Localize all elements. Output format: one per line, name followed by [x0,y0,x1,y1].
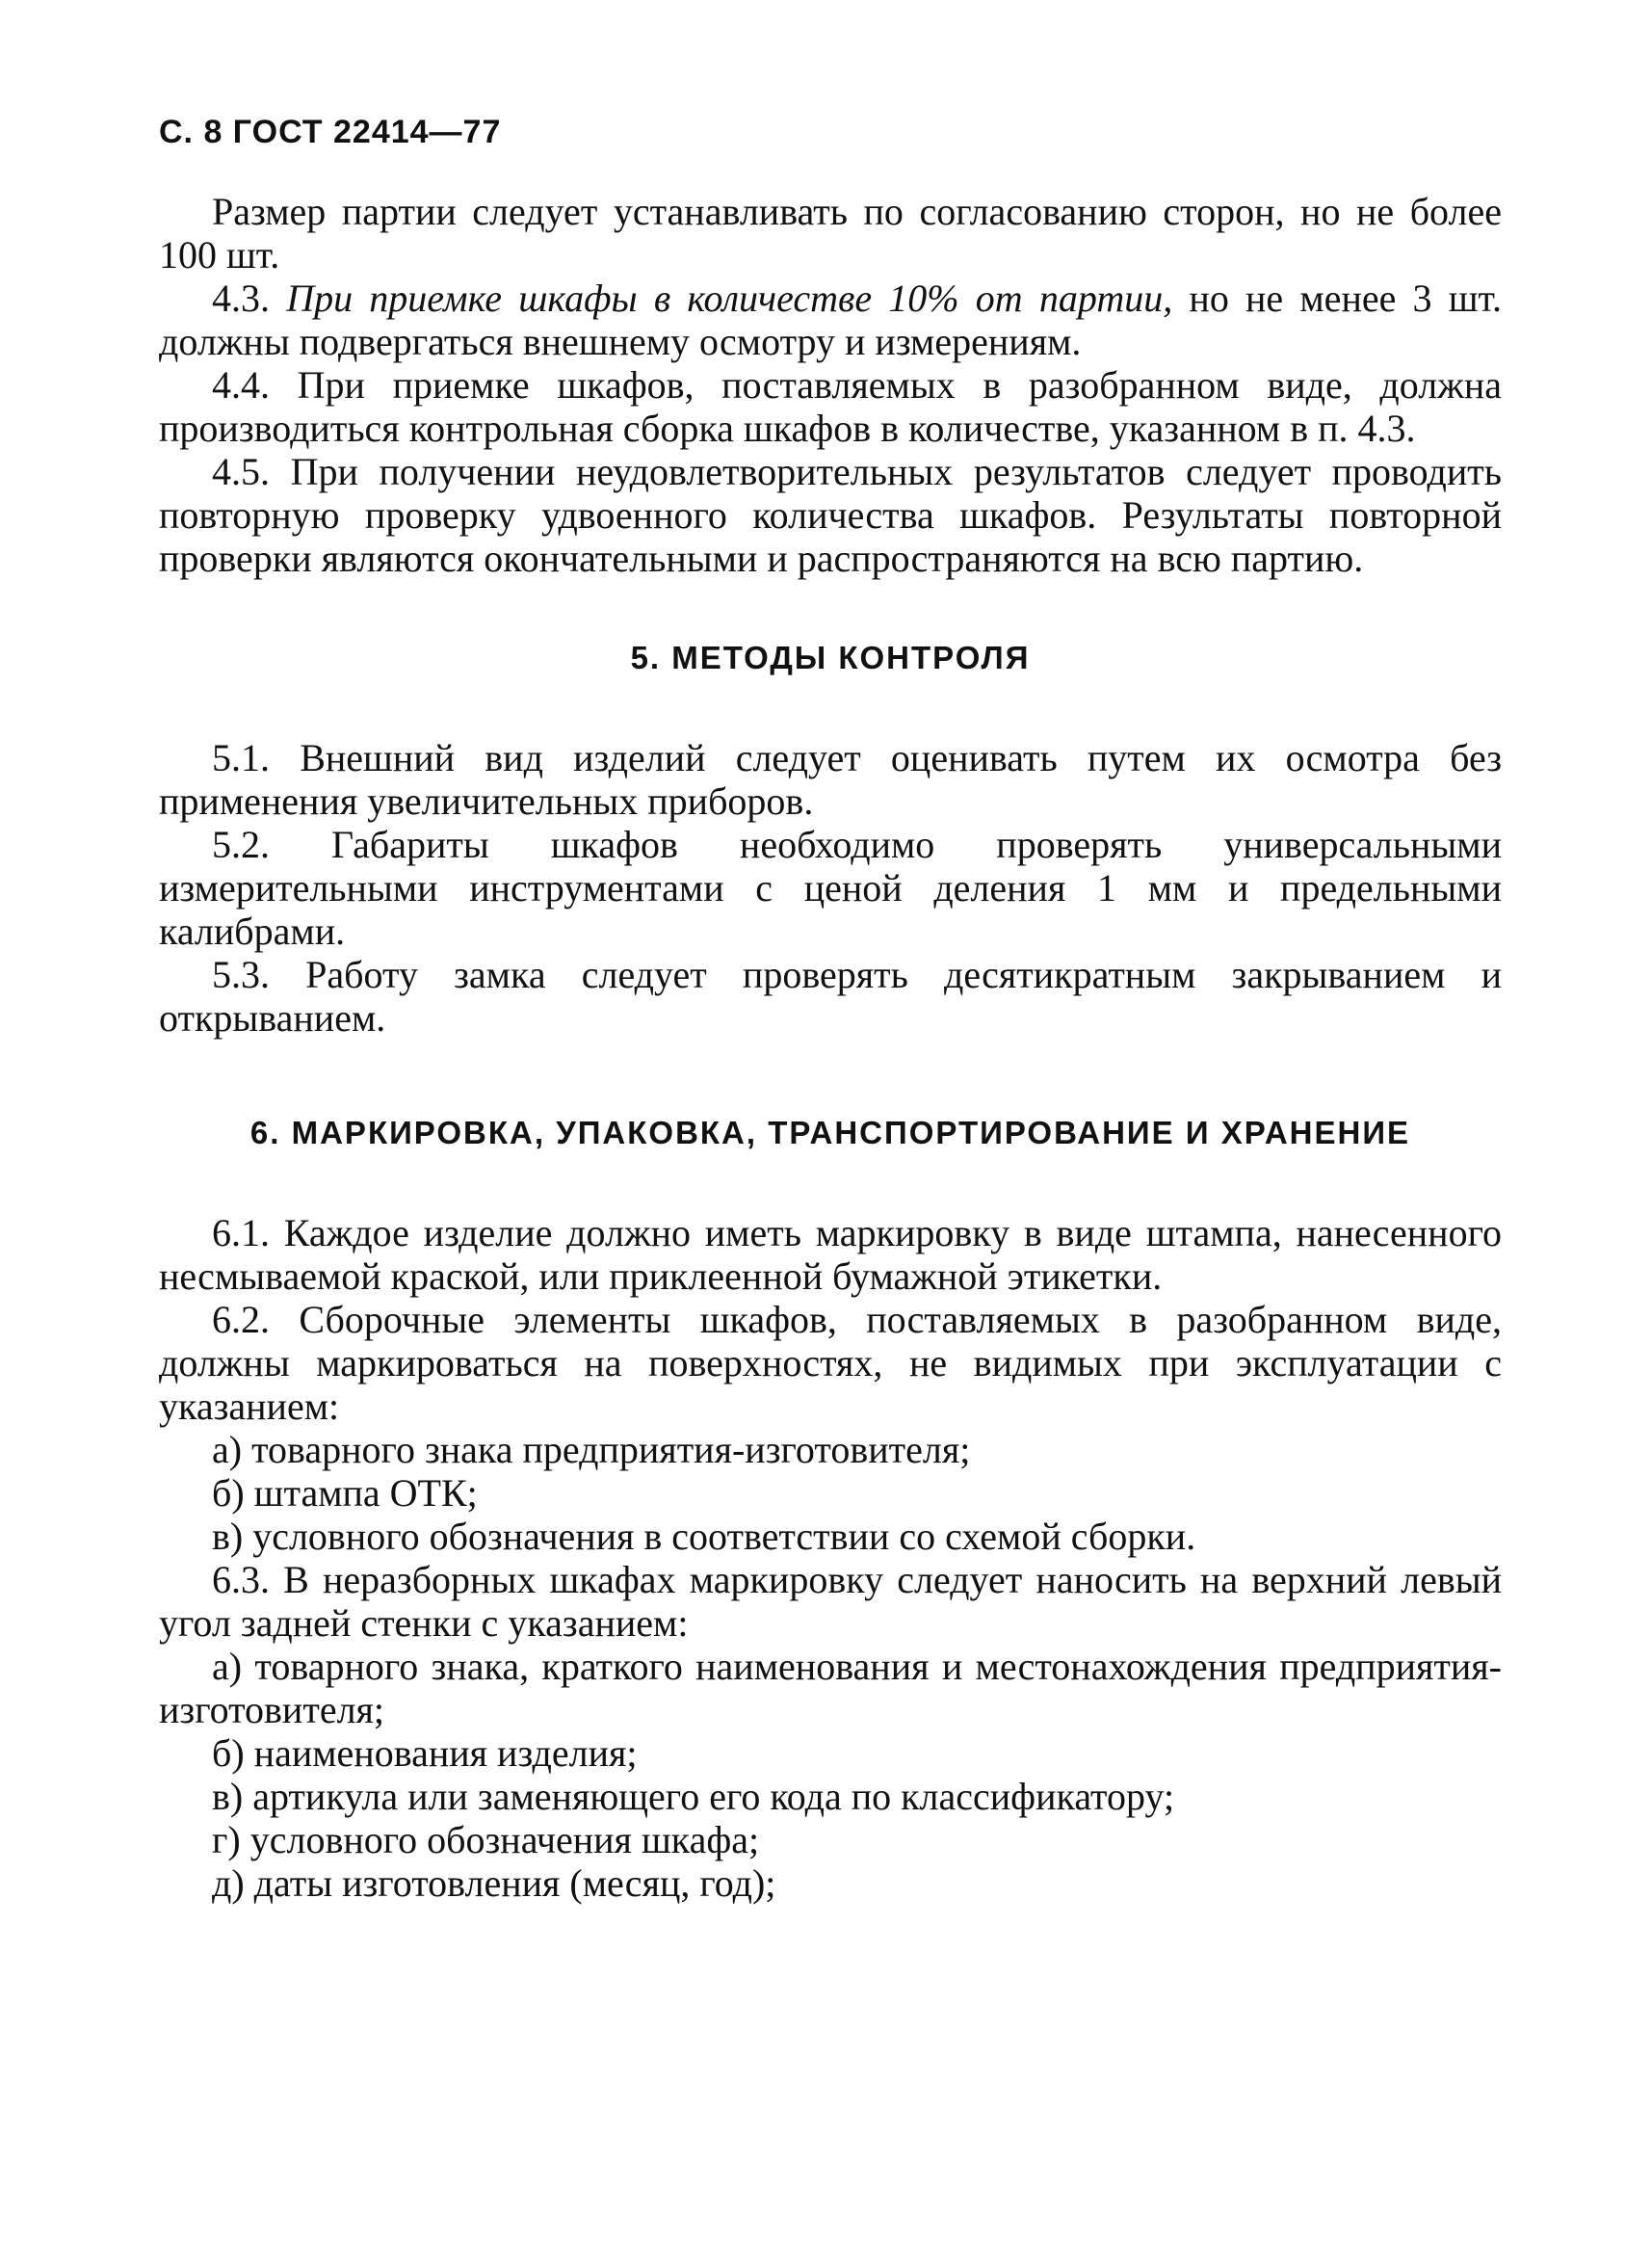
paragraph-5-3: 5.3. Работу замка следует проверять десятикратным закрыванием и открыванием. [159,953,1502,1040]
paragraph-4-3 [159,277,1502,363]
running-head: С. 8 ГОСТ 22414—77 [159,114,502,150]
paragraph-4-5: 4.5. При получении неудовлетворительных результатов следует проводить повторную проверку удвоенного количества шкафов. Результаты повторной проверки являются окончательными и распространяются на всю партию. [159,450,1502,580]
paragraph-4-3-rest: но не менее 3 шт. должны подвергаться внешнему осмотру и измерениям. [159,277,1503,363]
section-6-heading: 6. МАРКИРОВКА, УПАКОВКА, ТРАНСПОРТИРОВАНИЕ И ХРАНЕНИЕ [249,1115,1411,1150]
list-item: г) условного обозначения шкафа; [212,1818,760,1861]
paragraph-4-4: 4.4. При приемке шкафов, поставляемых в разобранном виде, должна производиться контрольная сборка шкафов в количестве, указанном в п. 4.3. [159,363,1502,450]
page-body [159,190,1502,1905]
paragraph-5-2: 5.2. Габариты шкафов необходимо проверять универсальными измерительными инструментами с ценой деления 1 мм и предельными калибрами. [159,823,1502,953]
paragraph-6-1: 6.1. Каждое изделие должно иметь маркировку в виде штампа, нанесенного несмываемой краской, или приклеенной бумажной этикетки. [159,1211,1502,1298]
list-item: а) товарного знака, краткого наименования и местонахождения предприятия-изготовителя; [159,1645,1502,1731]
list-item: в) условного обозначения в соответствии со схемой сборки. [212,1515,1196,1558]
section-5-heading: 5. МЕТОДЫ КОНТРОЛЯ [630,640,1031,675]
list-item: в) артикула или заменяющего его кода по классификатору; [212,1775,1175,1818]
paragraph-6-2: 6.2. Сборочные элементы шкафов, поставляемых в разобранном виде, должны маркироваться на поверхностях, не видимых при эксплуатации с указанием: [159,1298,1502,1428]
list-item: б) штампа ОТК; [212,1471,478,1515]
list-item: б) наименования изделия; [212,1731,638,1775]
paragraph-4-3-number: 4.3. [212,277,270,320]
paragraph-5-1: 5.1. Внешний вид изделий следует оценивать путем их осмотра без применения увеличительных приборов. [159,736,1502,823]
list-item: д) даты изготовления (месяц, год); [212,1861,776,1905]
list-item: а) товарного знака предприятия-изготовителя; [212,1428,971,1471]
paragraph-4-3-italic: При приемке шкафы в количестве 10% от партии, [286,277,1173,320]
paragraph-lot-size: Размер партии следует устанавливать по согласованию сторон, но не более 100 шт. [159,190,1502,277]
paragraph-6-3: 6.3. В неразборных шкафах маркировку следует наносить на верхний левый угол задней стенки с указанием: [159,1558,1502,1645]
